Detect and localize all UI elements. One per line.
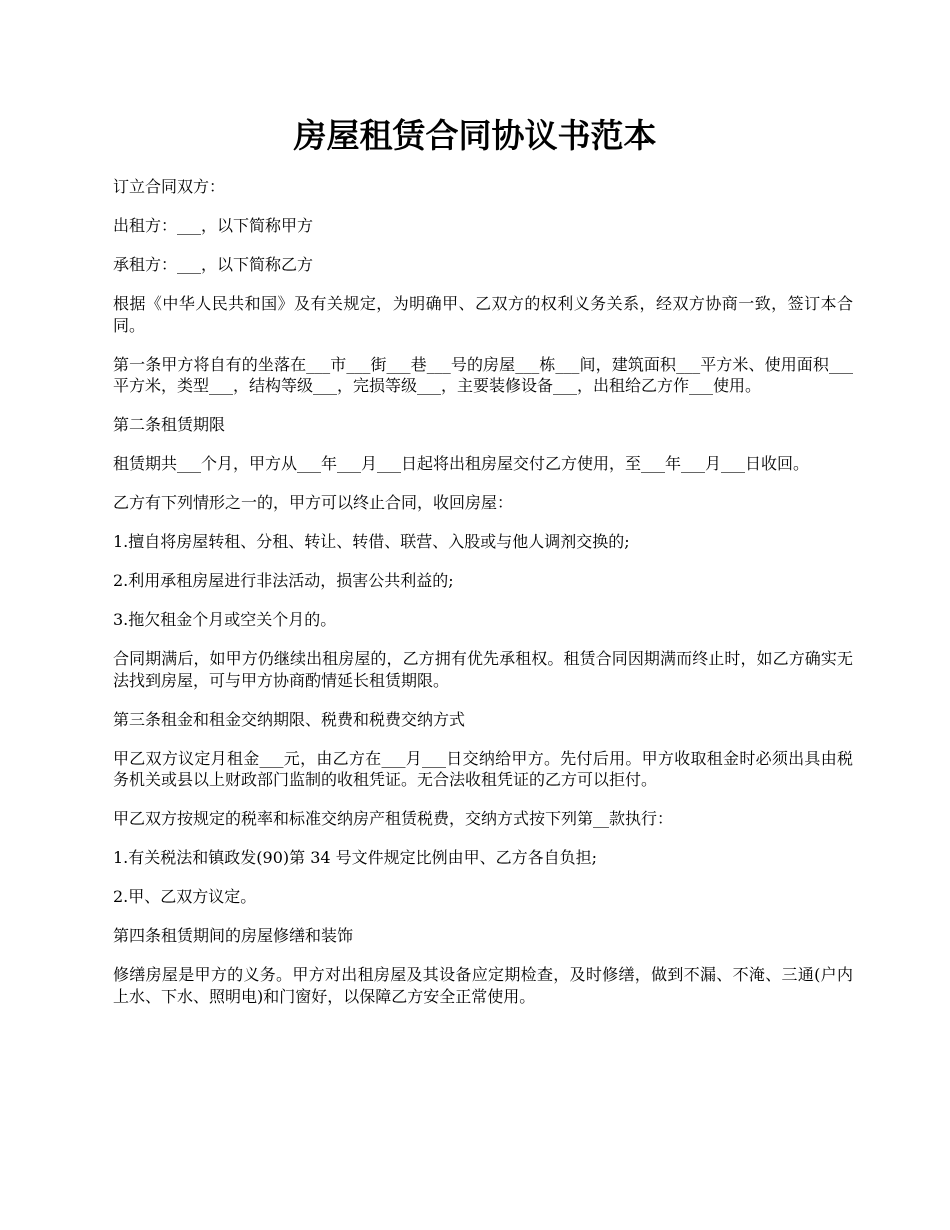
heading-article-2: 第二条租赁期限 (113, 415, 226, 434)
list-item-tax-2: 2.甲、乙双方议定。 (113, 887, 257, 906)
list-item-termination-1: 1.擅自将房屋转租、分租、转让、转借、联营、入股或与他人调剂交换的; (113, 532, 630, 551)
paragraph-lessee: 承租方：___，以下简称乙方 (113, 255, 314, 274)
paragraph-termination-intro: 乙方有下列情形之一的，甲方可以终止合同，收回房屋： (113, 493, 514, 512)
heading-article-3: 第三条租金和租金交纳期限、税费和税费交纳方式 (113, 709, 466, 729)
paragraph-rent: 甲乙双方议定月租金___元，由乙方在___月___日交纳给甲方。先付后用。甲方收取租金时必须出具由税务机关或县以上财政部门监制的收租凭证。无合法收租凭证的乙方可以拒付。 (113, 748, 853, 789)
list-item-tax-1: 1.有关税法和镇政发(90)第 34 号文件规定比例由甲、乙方各自负担; (113, 848, 598, 867)
paragraph-lessor: 出租方：___，以下简称甲方 (113, 216, 314, 235)
heading-article-4: 第四条租赁期间的房屋修缮和装饰 (113, 926, 354, 945)
document-title: 房屋租赁合同协议书范本 (293, 116, 657, 155)
list-item-termination-2: 2.利用承租房屋进行非法活动，损害公共利益的; (113, 571, 454, 590)
paragraph-renewal: 合同期满后，如甲方仍继续出租房屋的，乙方拥有优先承租权。租赁合同因期满而终止时，如乙方确实无法找到房屋，可与甲方协商酌情延长租赁期限。 (113, 649, 853, 690)
document-body (113, 176, 853, 1025)
paragraph-tax-intro: 甲乙双方按规定的税率和标准交纳房产租赁税费，交纳方式按下列第__款执行： (113, 809, 674, 828)
paragraph-repair: 修缮房屋是甲方的义务。甲方对出租房屋及其设备应定期检查，及时修缮，做到不漏、不淹、三通(户内上水、下水、照明电)和门窗好，以保障乙方安全正常使用。 (113, 965, 853, 1006)
paragraph-basis: 根据《中华人民共和国》及有关规定，为明确甲、乙双方的权利义务关系，经双方协商一致，签订本合同。 (113, 294, 853, 335)
paragraph-lease-term: 租赁期共___个月，甲方从___年___月___日起将出租房屋交付乙方使用，至___年___月___日收回。 (113, 454, 810, 473)
paragraph-article-1: 第一条甲方将自有的坐落在___市___街___巷___号的房屋___栋___间，建筑面积___平方米、使用面积___平方米，类型___，结构等级___，完损等级___，主要装修设备___，出租给乙方作___使用。 (113, 354, 853, 395)
list-item-termination-3: 3.拖欠租金个月或空关个月的。 (113, 610, 337, 629)
paragraph-parties-intro: 订立合同双方： (113, 177, 226, 196)
